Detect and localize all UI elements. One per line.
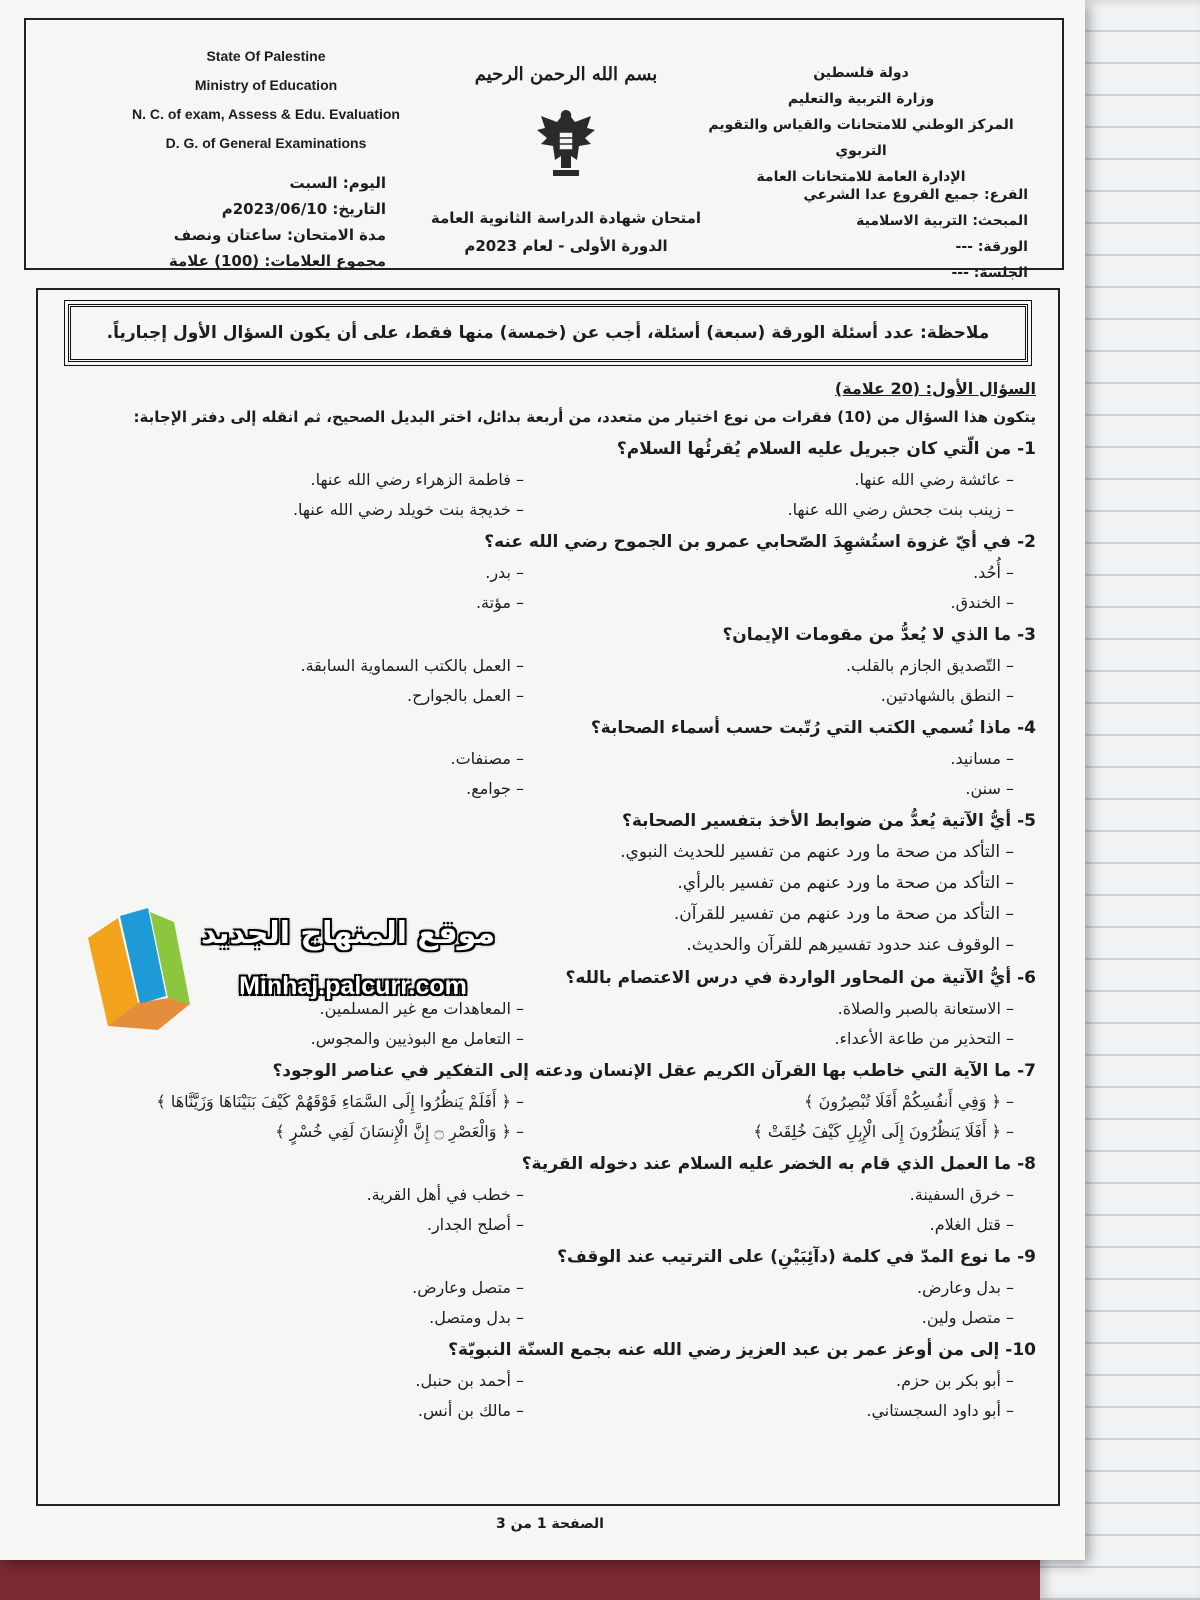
- answer-option: – العمل بالكتب السماوية السابقة.: [56, 651, 546, 681]
- question-text: 10- إلى من أوعز عمر بن عبد العزيز رضي الله عنه بجمع السنّة النبويّة؟: [448, 1340, 1036, 1360]
- question-text: 4- ماذا نُسمي الكتب التي رُتّبت حسب أسماء الصحابة؟: [590, 718, 1036, 738]
- answer-option: – زينب بنت جحش رضي الله عنها.: [546, 495, 1036, 525]
- answer-options: [56, 651, 1036, 711]
- answer-option: – أبو داود السجستاني.: [546, 1396, 1036, 1426]
- palestine-eagle-emblem-icon: [531, 102, 601, 182]
- exam-branch: الفرع: جميع الفروع عدا الشرعي: [803, 187, 1028, 203]
- exam-title: [406, 204, 726, 260]
- answer-option: – خطب في أهل القرية.: [56, 1180, 546, 1210]
- answer-option: – مصنفات.: [56, 744, 546, 774]
- header-english: [96, 42, 436, 158]
- exam-paper: الورقة: ---: [955, 239, 1028, 255]
- answer-options: [56, 1273, 1036, 1333]
- header-box: [24, 18, 1064, 281]
- answer-option: – سنن.: [546, 774, 1036, 804]
- exam-day: اليوم: السبت: [289, 174, 386, 192]
- answer-option: – ﴿ أَفَلَمْ يَنظُرُوا إِلَى السَّمَاءِ فَوْقَهُمْ كَيْفَ بَنَيْنَاهَا وَزَيَّنَّاهَا ﴾: [56, 1087, 546, 1117]
- answer-options: [56, 744, 1036, 804]
- answer-option: – عائشة رضي الله عنها.: [546, 465, 1036, 495]
- answer-option: – التأكد من صحة ما ورد عنهم من تفسير بالرأي.: [56, 868, 1036, 899]
- answer-option: – أبو بكر بن حزم.: [546, 1366, 1036, 1396]
- answer-option: – بدل ومتصل.: [56, 1303, 546, 1333]
- question-text: 2- في أيّ غزوة استُشهِدَ الصّحابي عمرو بن الجموح رضي الله عنه؟: [484, 532, 1036, 552]
- question-item: [56, 434, 1036, 525]
- answer-option: – جوامع.: [56, 774, 546, 804]
- question-text: 3- ما الذي لا يُعدُّ من مقومات الإيمان؟: [722, 625, 1036, 645]
- answer-option: – التأكد من صحة ما ورد عنهم من تفسير للحديث النبوي.: [56, 837, 1036, 868]
- answer-option: – النطق بالشهادتين.: [546, 681, 1036, 711]
- answer-options: [56, 558, 1036, 618]
- exam-meta-left: [86, 170, 386, 274]
- questions-content: [56, 376, 1036, 1426]
- exam-duration: مدة الامتحان: ساعتان ونصف: [173, 226, 386, 244]
- exam-title-line: امتحان شهادة الدراسة الثانوية العامة: [430, 209, 702, 227]
- page-number: الصفحة 1 من 3: [496, 1516, 604, 1532]
- answer-option: – ﴿ وَالْعَصْرِ ۝ إِنَّ الْإِنسَانَ لَفِي خُسْرٍ ﴾: [56, 1117, 546, 1147]
- answer-option: – مالك بن أنس.: [56, 1396, 546, 1426]
- question-text: 8- ما العمل الذي قام به الخضر عليه السلام عند دخوله القرية؟: [521, 1154, 1036, 1174]
- instructions-note: ملاحظة: عدد أسئلة الورقة (سبعة) أسئلة، أجب عن (خمسة) منها فقط، على أن يكون السؤال الأول إجبارياً.: [68, 304, 1028, 362]
- question-text: 5- أيُّ الآتية يُعدُّ من ضوابط الأخذ بتفسير الصحابة؟: [622, 811, 1036, 831]
- header-en-line: Ministry of Education: [194, 77, 338, 93]
- answer-options: [56, 1087, 1036, 1147]
- question-item: [56, 1149, 1036, 1240]
- header-ar-line: وزارة التربية والتعليم: [787, 91, 935, 107]
- question-text: 7- ما الآية التي خاطب بها القرآن الكريم عقل الإنسان ودعته إلى التفكير في عناصر الوجود؟: [272, 1061, 1036, 1081]
- answer-option: – فاطمة الزهراء رضي الله عنها.: [56, 465, 546, 495]
- exam-session: الدورة الأولى - لعام 2023م: [464, 237, 668, 255]
- header-arabic: [696, 60, 1026, 190]
- question-text: 1- من الّتي كان جبريل عليه السلام يُقرئُها السلام؟: [616, 439, 1036, 459]
- watermark-url: Minhaj.palcurr.com: [239, 972, 467, 1000]
- answer-option: – المعاهدات مع غير المسلمين.: [56, 994, 546, 1024]
- answer-option: – مسانيد.: [546, 744, 1036, 774]
- question-one-heading: السؤال الأول: (20 علامة): [834, 379, 1036, 398]
- question-item: [56, 527, 1036, 618]
- answer-option: – قتل الغلام.: [546, 1210, 1036, 1240]
- exam-meta-right: [718, 182, 1028, 286]
- answer-option: – الوقوف عند حدود تفسيرهم للقرآن والحديث.: [56, 930, 1036, 961]
- header-en-line: D. G. of General Examinations: [165, 135, 367, 151]
- answer-option: – متصل وعارض.: [56, 1273, 546, 1303]
- answer-option: – بدر.: [56, 558, 546, 588]
- answer-option: – بدل وعارض.: [546, 1273, 1036, 1303]
- question-one-intro: يتكون هذا السؤال من (10) فقرات من نوع اختيار من متعدد، من أربعة بدائل، اختر البديل الصحيح، ثم انقله إلى دفتر الإجابة:: [133, 408, 1036, 426]
- watermark: [78, 908, 498, 1038]
- answer-option: – الاستعانة بالصبر والصلاة.: [546, 994, 1036, 1024]
- basmala: بسم الله الرحمن الرحيم: [474, 64, 658, 85]
- answer-option: – العمل بالجوارح.: [56, 681, 546, 711]
- question-text: 6- أيُّ الآتية من المحاور الواردة في درس الاعتصام بالله؟: [565, 968, 1036, 988]
- header-ar-line: الإدارة العامة للامتحانات العامة: [756, 169, 966, 185]
- book-logo-icon: [78, 908, 198, 1033]
- answer-option: – متصل ولين.: [546, 1303, 1036, 1333]
- answer-option: – خرق السفينة.: [546, 1180, 1036, 1210]
- header-en-line: State Of Palestine: [206, 48, 326, 64]
- question-item: [56, 1056, 1036, 1147]
- answer-options: [56, 1366, 1036, 1426]
- answer-option: – أُحُد.: [546, 558, 1036, 588]
- answer-option: – ﴿ أَفَلَا يَنظُرُونَ إِلَى الْإِبِلِ كَيْفَ خُلِقَتْ ﴾: [546, 1117, 1036, 1147]
- question-item: [56, 713, 1036, 804]
- exam-total-marks: مجموع العلامات: (100) علامة: [168, 252, 386, 270]
- questions-box: [36, 288, 1060, 1506]
- answer-option: – التعامل مع البوذيين والمجوس.: [56, 1024, 546, 1054]
- header-en-line: N. C. of exam, Assess & Edu. Evaluation: [132, 106, 400, 122]
- header-ar-line: دولة فلسطين: [813, 65, 909, 81]
- question-item: [56, 620, 1036, 711]
- answer-options: [56, 1180, 1036, 1240]
- answer-option: – أحمد بن حنبل.: [56, 1366, 546, 1396]
- question-item: [56, 1335, 1036, 1426]
- answer-option: – مؤتة.: [56, 588, 546, 618]
- answer-option: – التّصديق الجازم بالقلب.: [546, 651, 1036, 681]
- header-ar-line: المركز الوطني للامتحانات والقياس والتقويم التربوي: [708, 117, 1014, 159]
- answer-option: – التأكد من صحة ما ورد عنهم من تفسير للقرآن.: [56, 899, 1036, 930]
- answer-option: – ﴿ وَفِي أَنفُسِكُمْ أَفَلَا تُبْصِرُونَ ﴾: [546, 1087, 1036, 1117]
- answer-option: – التحذير من طاعة الأعداء.: [546, 1024, 1036, 1054]
- exam-sitting: الجلسة: ---: [951, 265, 1028, 281]
- question-text: 9- ما نوع المدّ في كلمة (دآئِبَيْنِ) على الترتيب عند الوقف؟: [557, 1247, 1036, 1267]
- answer-option: – الخندق.: [546, 588, 1036, 618]
- answer-option: – خديجة بنت خويلد رضي الله عنها.: [56, 495, 546, 525]
- exam-subject: المبحث: التربية الاسلامية: [856, 213, 1028, 229]
- answer-option: – أصلح الجدار.: [56, 1210, 546, 1240]
- watermark-site-name: موقع المنهاج الجديد: [200, 916, 496, 951]
- exam-date: التاريخ: 2023/06/10م: [221, 200, 386, 218]
- answer-options: [56, 465, 1036, 525]
- question-item: [56, 1242, 1036, 1333]
